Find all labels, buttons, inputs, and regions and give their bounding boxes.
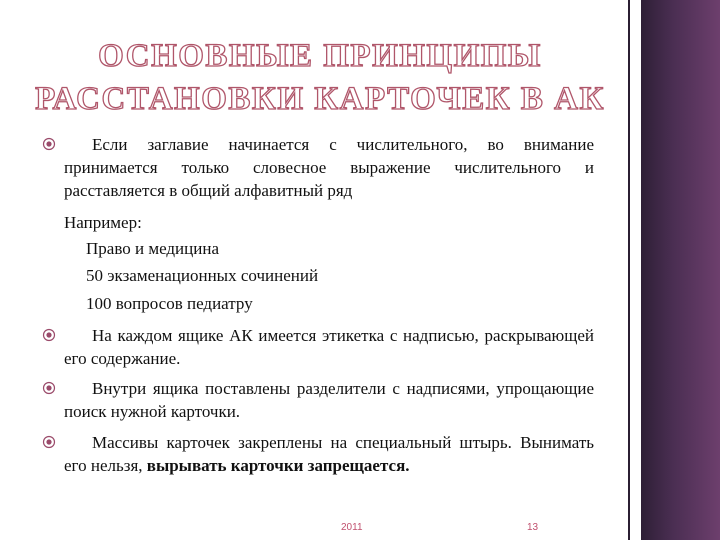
slide-title-line-2: РАССТАНОВКИ КАРТОЧЕК В АК xyxy=(35,81,605,117)
slide-title-line-1: ОСНОВНЫЕ ПРИНЦИПЫ xyxy=(98,38,542,74)
bullet-item-4 xyxy=(64,431,594,477)
bullet-item-3 xyxy=(64,377,594,423)
circle-dot-bullet-icon xyxy=(42,381,56,395)
page-number: 13 xyxy=(527,522,539,533)
bullet-text: На каждом ящике АК имеется этикетка с надписью, раскрывающей его содержание. xyxy=(64,326,594,368)
circle-dot-bullet-icon xyxy=(42,435,56,449)
bullet-text xyxy=(64,431,594,477)
side-decor-band xyxy=(641,0,720,540)
example-item: 100 вопросов педиатру xyxy=(86,294,253,313)
example-item: Право и медицина xyxy=(86,239,219,258)
example-label: Например: xyxy=(64,213,142,232)
bullet-item-1 xyxy=(64,133,594,202)
bullet-item-2 xyxy=(64,324,594,370)
bullet-text-bold: вырывать карточки запрещается. xyxy=(146,456,410,475)
circle-dot-bullet-icon xyxy=(42,137,56,151)
bullet-text: Если заглавие начинается с числительного, во внимание принимается только словесное выражение числительного и расставляется в общий алфавитный ряд xyxy=(64,135,594,200)
footer-year: 2011 xyxy=(341,522,363,533)
example-item: 50 экзаменационных сочинений xyxy=(86,266,319,285)
bullet-text-regular: Массивы карточек закреплены на специальный штырь. Вынимать его нельзя, xyxy=(64,433,594,475)
bullet-text: Внутри ящика поставлены разделители с надписями, упрощающие поиск нужной карточки. xyxy=(64,379,594,421)
circle-dot-bullet-icon xyxy=(42,328,56,342)
